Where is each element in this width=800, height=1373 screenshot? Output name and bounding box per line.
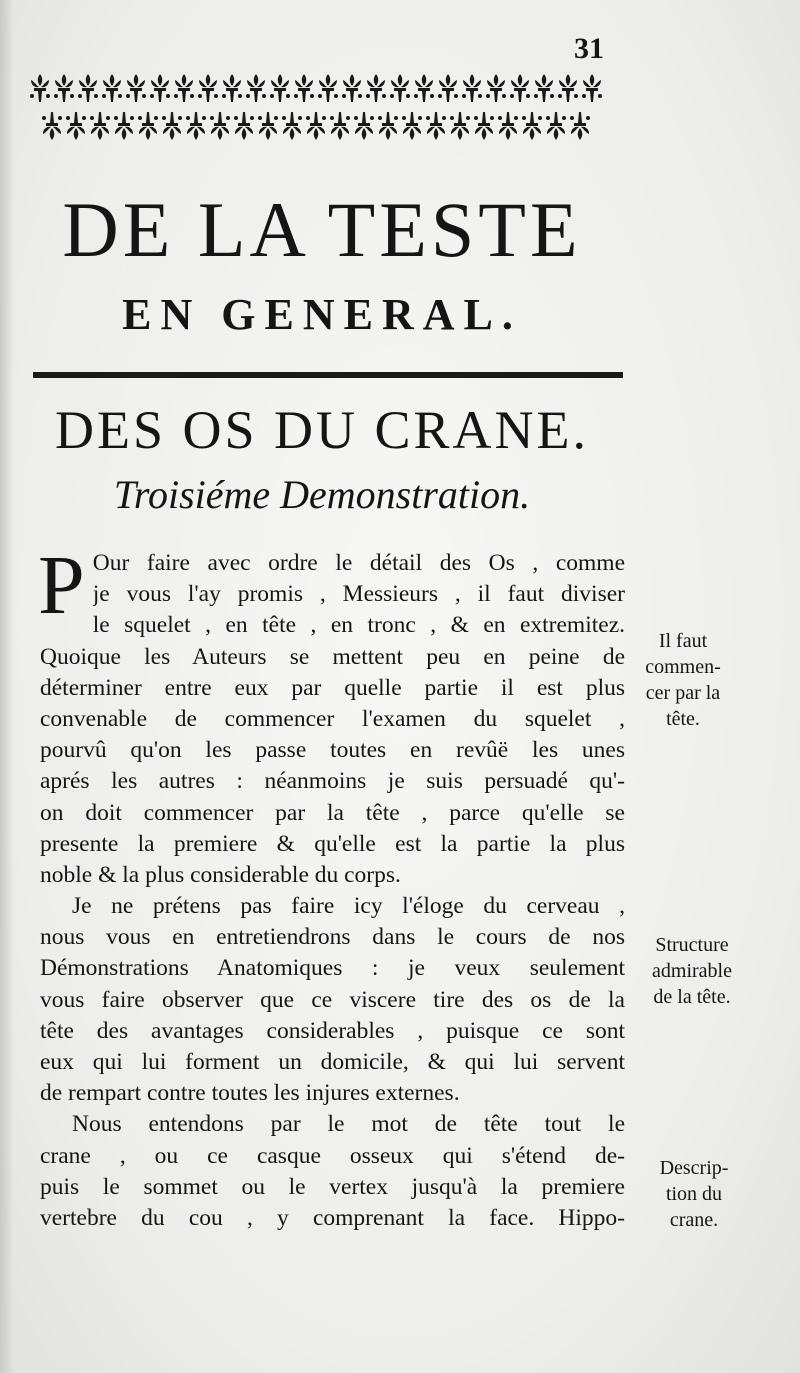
section-heading: DES OS DU CRANE.: [54, 400, 590, 460]
page-number: 31: [574, 32, 604, 65]
text-line: Je ne prétens pas faire icy l'éloge du cerveau ,: [72, 893, 625, 920]
text-line: je vous l'ay promis , Messieurs , il faut diviser: [92, 581, 625, 608]
text-line: vertebre du cou , y comprenant la face. Hippo-: [40, 1204, 625, 1231]
text-line: le squelet , en tête , en tronc , & en extremitez.: [92, 612, 625, 639]
text-line: presente la premiere & qu'elle est la partie la plus: [40, 830, 625, 857]
margin-note-line: tête.: [666, 708, 700, 730]
chapter-subtitle: EN GENERAL.: [122, 290, 522, 339]
margin-note-line: tion du: [665, 1183, 723, 1205]
text-line: noble & la plus considerable du corps.: [40, 861, 401, 888]
drop-cap: P: [38, 539, 85, 632]
margin-note-line: crane.: [669, 1209, 719, 1231]
text-line: crane , ou ce casque osseux qui s'étend de-: [40, 1142, 625, 1169]
text-line: pourvû qu'on les passe toutes en revûë les unes: [40, 737, 625, 764]
text-line: puis le sommet ou le vertex jusqu'à la premiere: [40, 1173, 625, 1200]
paragraph-3: [40, 1109, 625, 1234]
chapter-title: DE LA TESTE: [62, 186, 582, 273]
margin-note-line: de la tête.: [653, 986, 731, 1008]
text-line: convenable de commencer l'examen du squelet ,: [40, 705, 625, 732]
body-text: [38, 539, 625, 1234]
text-line: de rempart contre toutes les injures externes.: [40, 1080, 460, 1107]
text-line: vous faire observer que ce viscere tire des os de la: [40, 986, 625, 1013]
text-line: Our faire avec ordre le détail des Os , comme: [92, 550, 625, 576]
margin-note-line: admirable: [652, 960, 732, 982]
demonstration-subheading: Troisiéme Demonstration.: [113, 472, 531, 517]
margin-note-line: commen-: [645, 656, 721, 678]
text-line: déterminer entre eux par quelle partie il est plus: [40, 674, 625, 701]
paragraph-2: [40, 891, 625, 1109]
margin-note-line: Descrip-: [659, 1157, 729, 1179]
fleuron-ornament-band: [28, 70, 616, 148]
paragraph-1: [38, 539, 625, 891]
margin-note: [628, 628, 738, 732]
text-line: Quoique les Auteurs se mettent peu en peine de: [40, 643, 625, 670]
margin-note: [630, 1155, 758, 1233]
text-line: aprés les autres : néanmoins je suis persuadé qu'-: [40, 768, 625, 795]
text-line: eux qui lui forment un domicile, & qui lui servent: [40, 1049, 625, 1075]
horizontal-rule: [33, 372, 623, 378]
text-line: Démonstrations Anatomiques : je veux seulement: [40, 955, 625, 982]
text-line: on doit commencer par la tête , parce qu'elle se: [40, 799, 625, 826]
text-line: Nous entendons par le mot de tête tout le: [72, 1111, 625, 1138]
page-edge-shadow: [0, 0, 14, 1373]
margin-note: [628, 932, 756, 1010]
text-line: tête des avantages considerables , puisque ce sont: [40, 1017, 625, 1044]
margin-note-line: cer par la: [645, 682, 721, 704]
margin-note-line: Structure: [655, 934, 729, 956]
text-line: nous vous en entretiendrons dans le cours de nos: [40, 924, 625, 951]
margin-note-line: Il faut: [658, 630, 708, 652]
